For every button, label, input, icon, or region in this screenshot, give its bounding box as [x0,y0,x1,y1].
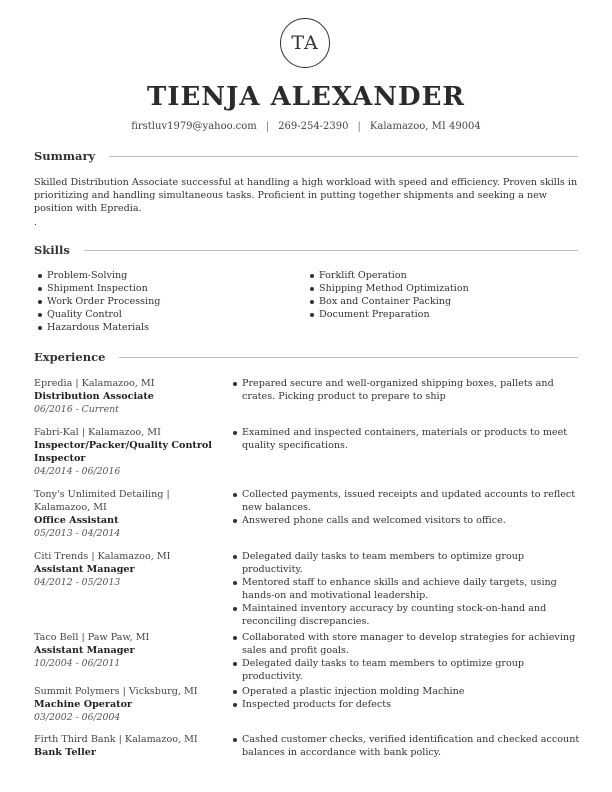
experience-section-header [34,350,578,364]
section-divider [119,357,578,358]
job-dates: 03/2002 - 06/2004 [34,712,121,723]
job-dates: 05/2013 - 04/2014 [34,528,121,539]
job-bullets [233,426,580,452]
skill-item: Problem-Solving [34,269,160,282]
job-role: Assistant Manager [34,645,135,656]
skill-item: Work Order Processing [34,295,160,308]
job-bullet: Mentored staff to enhance skills and achieve daily targets, using hands-on and motivational leadership. [233,576,580,602]
job-bullet: Operated a plastic injection molding Machine [233,685,580,698]
skills-list-left [34,269,160,334]
section-divider [109,156,578,157]
skill-item: Shipping Method Optimization [306,282,469,295]
summary-heading: Summary [34,149,96,163]
summary-section-header [34,149,578,163]
job-company: Fabri-Kal | Kalamazoo, MI [34,427,161,438]
job-role: Assistant Manager [34,564,135,575]
job-bullet: Answered phone calls and welcomed visitors to office. [233,514,580,527]
contact-email: firstluv1979@yahoo.com [131,121,257,132]
skills-list-right [306,269,469,321]
job-bullets [233,550,580,628]
job-role: Office Assistant [34,515,119,526]
job-bullets [233,488,580,527]
job-role: Distribution Associate [34,391,154,402]
job-bullets [233,733,580,759]
skill-item: Quality Control [34,308,160,321]
section-divider [84,250,578,251]
skill-item: Forklift Operation [306,269,469,282]
job-dates: 06/2016 - Current [34,404,119,415]
job-dates: 10/2004 - 06/2011 [34,658,121,669]
job-dates: 04/2012 - 05/2013 [34,577,121,588]
job-bullet: Cashed customer checks, verified identification and checked account balances in accordance with bank policy. [233,733,580,759]
job-bullet: Delegated daily tasks to team members to optimize group productivity. [233,550,580,576]
contact-location: Kalamazoo, MI 49004 [369,121,481,132]
summary-text: Skilled Distribution Associate successful at handling a high workload with speed and efficiency. Proven skills in prioritizing and handling simultaneous tasks. Proficient in putting together shipments and seeking a new position with Epredia. [34,177,578,215]
contact-separator: | [265,121,270,132]
job-bullet: Collaborated with store manager to develop strategies for achieving sales and profit goals. [233,631,580,657]
job-role: Bank Teller [34,747,96,758]
job-bullets [233,377,580,403]
contact-phone: 269-254-2390 [278,121,349,132]
monogram-initials: TA [291,32,319,54]
candidate-name: TIENJA ALEXANDER [146,82,466,112]
contact-separator: | [357,121,361,132]
job-bullet: Maintained inventory accuracy by counting stock-on-hand and reconciling discrepancies. [233,602,580,628]
skills-heading: Skills [34,243,70,257]
job-company: Summit Polymers | Vicksburg, MI [34,686,198,697]
skill-item: Shipment Inspection [34,282,160,295]
experience-heading: Experience [34,350,106,364]
skill-item: Document Preparation [306,308,469,321]
monogram-badge [280,18,330,68]
job-dates: 04/2014 - 06/2016 [34,466,121,477]
job-bullets [233,631,580,683]
job-bullet: Examined and inspected containers, materials or products to meet quality specifications. [233,426,580,452]
job-company: Epredia | Kalamazoo, MI [34,378,155,389]
job-bullet: Inspected products for defects [233,698,580,711]
summary-trailing-mark: . [34,217,38,228]
job-role: Machine Operator [34,699,133,710]
job-bullets [233,685,580,711]
job-bullet: Prepared secure and well-organized shipping boxes, pallets and crates. Picking product to prepare to ship [233,377,580,403]
contact-line [0,121,612,132]
skill-item: Hazardous Materials [34,321,160,334]
skills-section-header [34,243,578,257]
skill-item: Box and Container Packing [306,295,469,308]
job-bullet: Collected payments, issued receipts and updated accounts to reflect new balances. [233,488,580,514]
job-company: Firth Third Bank | Kalamazoo, MI [34,734,198,745]
job-company: Tony's Unlimited Detailing | Kalamazoo, MI [34,489,170,513]
job-company: Taco Bell | Paw Paw, MI [34,632,150,643]
job-bullet: Delegated daily tasks to team members to optimize group productivity. [233,657,580,683]
job-role: Inspector/Packer/Quality Control Inspector [34,440,212,464]
job-company: Citi Trends | Kalamazoo, MI [34,551,171,562]
